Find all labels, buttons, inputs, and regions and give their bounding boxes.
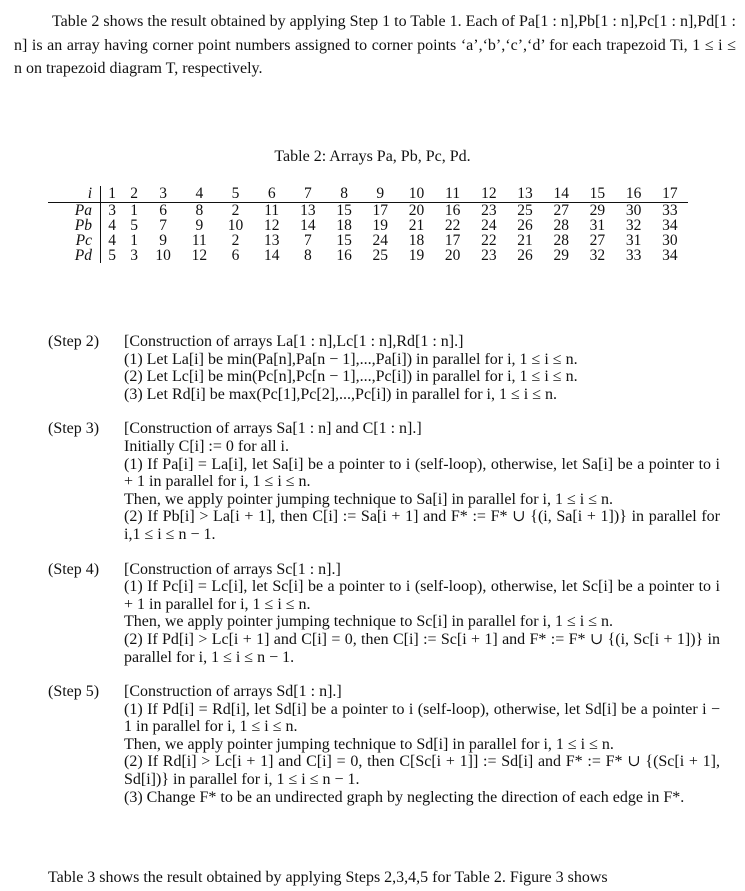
table-cell: 32 [625, 217, 642, 234]
table-cell: 15 [336, 232, 352, 249]
step-line: (2) If Pb[i] > La[i + 1], then C[i] := Sa[i + 1] and F* := F* ∪ {(i, Sa[i + 1])} in parallel for i,1 ≤ i ≤ n − 1. [124, 508, 720, 543]
table-cell: 27 [589, 232, 606, 249]
table-cell: 26 [517, 247, 533, 264]
table-header-cell: 7 [290, 186, 326, 203]
step-line: (1) If Pa[i] = La[i], let Sa[i] be a pointer to i (self-loop), otherwise, let Sa[i] be a pointer to i + 1 in parallel for i, 1 ≤ i ≤ n. [124, 455, 720, 491]
table-cell: 4 [108, 217, 116, 234]
step-line: (3) Let Rd[i] be max(Pc[1],Pc[2],...,Pc[i]) in parallel for i, 1 ≤ i ≤ n. [124, 385, 557, 403]
step-line: (2) Let Lc[i] be min(Pc[n],Pc[n − 1],...,Pc[i]) in parallel for i, 1 ≤ i ≤ n. [124, 368, 578, 386]
steps-section [48, 333, 720, 823]
step-label: (Step 5) [48, 683, 100, 701]
table-cell: 12 [191, 247, 208, 264]
table-cell: 26 [517, 217, 533, 234]
table-header-cell: 5 [217, 186, 253, 203]
table-cell: 2 [231, 232, 240, 249]
table-cell: 18 [408, 232, 425, 249]
table-header-cell: 13 [507, 186, 543, 203]
table-header-cell: 15 [579, 186, 615, 203]
table-cell: 32 [589, 247, 606, 264]
table-cell: 17 [372, 202, 388, 219]
table-header-cell: 11 [435, 186, 471, 203]
step-line: (2) If Pd[i] > Lc[i + 1] and C[i] = 0, then C[i] := Sc[i + 1] and F* := F* ∪ {(i, Sc[i + 1])} in parallel for i, 1 ≤ i ≤ n − 1. [124, 630, 720, 666]
table-cell: 22 [481, 232, 497, 249]
step-line: [Construction of arrays La[1 : n],Lc[1 : n],Rd[1 : n].] [124, 333, 464, 350]
table-cell: 14 [263, 247, 280, 264]
table-cell: 33 [625, 247, 642, 264]
table-cell: 15 [336, 202, 352, 219]
step-line: (1) If Pc[i] = Lc[i], let Sc[i] be a pointer to i (self-loop), otherwise, let Sc[i] be a pointer to i + 1 in parallel for i, 1 ≤ i ≤ n. [124, 578, 720, 613]
table-cell: 7 [304, 232, 312, 249]
intro-paragraph [14, 10, 736, 81]
step-body [124, 683, 720, 806]
table-cell: 24 [372, 232, 388, 249]
table-cell: 1 [130, 202, 138, 219]
table-header-cell: 9 [362, 186, 398, 203]
step-line: (1) If Pd[i] = Rd[i], let Sd[i] be a pointer to i (self-loop), otherwise, let Sd[i] be a pointer i − 1 in parallel for i, 1 ≤ i ≤ n. [124, 700, 720, 736]
table-cell: 25 [517, 202, 533, 219]
table-cell: 18 [336, 217, 352, 234]
table-cell: 25 [372, 247, 388, 264]
table-header-cell: 2 [123, 186, 145, 203]
table-header-cell: 12 [471, 186, 507, 203]
table-cell: 34 [662, 247, 678, 264]
footer-text: Table 3 shows the result obtained by applying Steps 2,3,4,5 for Table 2. Figure 3 shows [48, 869, 608, 886]
table-row-label: Pc [48, 233, 101, 248]
table-cell: 30 [625, 202, 642, 219]
table-row [48, 233, 688, 248]
table-cell: 20 [408, 202, 425, 219]
table-body [48, 203, 688, 264]
table-cell: 30 [662, 232, 678, 249]
arrays-table [48, 186, 688, 263]
table-header-cell: 6 [254, 186, 290, 203]
table-cell: 3 [108, 202, 116, 219]
table-cell: 13 [263, 232, 280, 249]
table-header-row [48, 186, 688, 203]
step-line: (3) Change F* to be an undirected graph by neglecting the direction of each edge in F*. [124, 788, 685, 806]
table-cell: 8 [304, 247, 312, 264]
table-cell: 21 [408, 217, 425, 234]
step-body [124, 561, 720, 667]
table-header-cell: 10 [398, 186, 434, 203]
table-cell: 19 [372, 217, 388, 234]
table-cell: 19 [408, 247, 425, 264]
step-label: (Step 2) [48, 333, 100, 350]
table-cell: 31 [589, 217, 606, 234]
step-line: Initially C[i] := 0 for all i. [124, 437, 289, 455]
table-row [48, 203, 688, 219]
table-cell: 23 [481, 202, 497, 219]
table-cell: 3 [130, 247, 138, 264]
table-header-cell: 16 [615, 186, 651, 203]
table-cell: 13 [300, 202, 316, 219]
step-line: [Construction of arrays Sc[1 : n].] [124, 560, 341, 578]
step-line: [Construction of arrays Sd[1 : n].] [124, 683, 342, 701]
table-row-label: Pb [48, 218, 101, 233]
table-cell: 16 [336, 247, 352, 264]
table-cell: 9 [195, 217, 204, 234]
table-cell: 20 [444, 247, 461, 264]
table-cell: 34 [662, 217, 678, 234]
table-cell: 23 [481, 247, 497, 264]
table-cell: 11 [191, 232, 207, 249]
step-block [48, 561, 720, 667]
table-header-cell: 4 [181, 186, 217, 203]
table-header-cell: 14 [543, 186, 579, 203]
table-cell: 28 [553, 232, 569, 249]
table-cell: 8 [195, 202, 204, 219]
step-line: (1) Let La[i] be min(Pa[n],Pa[n − 1],...,Pa[i]) in parallel for i, 1 ≤ i ≤ n. [124, 350, 578, 368]
table-cell: 12 [263, 217, 280, 234]
step-line: Then, we apply pointer jumping technique to Sa[i] in parallel for i, 1 ≤ i ≤ n. [124, 490, 613, 508]
table-caption: Table 2: Arrays Pa, Pb, Pc, Pd. [274, 148, 471, 165]
table-cell: 5 [108, 247, 116, 264]
step-line: (2) If Rd[i] > Lc[i + 1] and C[i] = 0, then C[Sc[i + 1]] := Sd[i] and F* := F* ∪ {(Sc[i + 1], Sd[i])} in parallel for i, 1 ≤ i ≤ n − 1. [124, 753, 720, 789]
table-cell: 6 [231, 247, 240, 264]
table-cell: 10 [227, 217, 244, 234]
step-block [48, 420, 720, 543]
step-line: Then, we apply pointer jumping technique to Sc[i] in parallel for i, 1 ≤ i ≤ n. [124, 613, 613, 631]
table-cell: 28 [553, 217, 569, 234]
step-line: Then, we apply pointer jumping technique to Sd[i] in parallel for i, 1 ≤ i ≤ n. [124, 735, 614, 753]
table-header-cell: 8 [326, 186, 362, 203]
table-cell: 21 [517, 232, 533, 249]
table-cell: 27 [553, 202, 569, 219]
table-cell: 22 [444, 217, 461, 234]
intro-text: Table 2 shows the result obtained by applying Step 1 to Table 1. Each of Pa[1 : n],Pb[1 : n],Pc[1 : n],Pd[1 : n] is an array having corner point numbers assigned to corner points ‘a’,‘b’,‘c’,‘d’ for each trapezoid Ti, 1 ≤ i ≤ n on trapezoid diagram T, respectively. [14, 13, 736, 77]
step-label: (Step 3) [48, 420, 100, 438]
table-cell: 31 [625, 232, 642, 249]
table-cell: 16 [444, 202, 461, 219]
table-cell: 24 [481, 217, 497, 234]
step-line: [Construction of arrays Sa[1 : n] and C[1 : n].] [124, 420, 422, 438]
table-row [48, 248, 688, 263]
step-label: (Step 4) [48, 560, 100, 578]
table-cell: 29 [589, 202, 606, 219]
table-cell: 10 [155, 247, 171, 264]
table-cell: 1 [130, 232, 138, 249]
table-row-label: Pd [48, 248, 101, 263]
step-body [124, 420, 720, 543]
table-cell: 4 [108, 232, 116, 249]
table-header-index: i [48, 186, 101, 203]
step-block [48, 333, 720, 403]
step-block [48, 683, 720, 806]
step-body [124, 333, 720, 403]
table-header-cell: 3 [145, 186, 181, 203]
table-cell: 17 [444, 232, 461, 249]
table-row [48, 218, 688, 233]
table-cell: 11 [264, 202, 280, 219]
table-cell: 5 [130, 217, 138, 234]
table-header-cell: 17 [652, 186, 688, 203]
table-cell: 9 [159, 232, 167, 249]
table-row-label: Pa [48, 203, 101, 219]
table-cell: 29 [553, 247, 569, 264]
table-cell: 2 [231, 202, 240, 219]
table-cell: 7 [159, 217, 167, 234]
table-cell: 6 [159, 202, 167, 219]
table-cell: 33 [662, 202, 678, 219]
table-cell: 14 [300, 217, 316, 234]
table-header-cell: 1 [101, 186, 124, 203]
